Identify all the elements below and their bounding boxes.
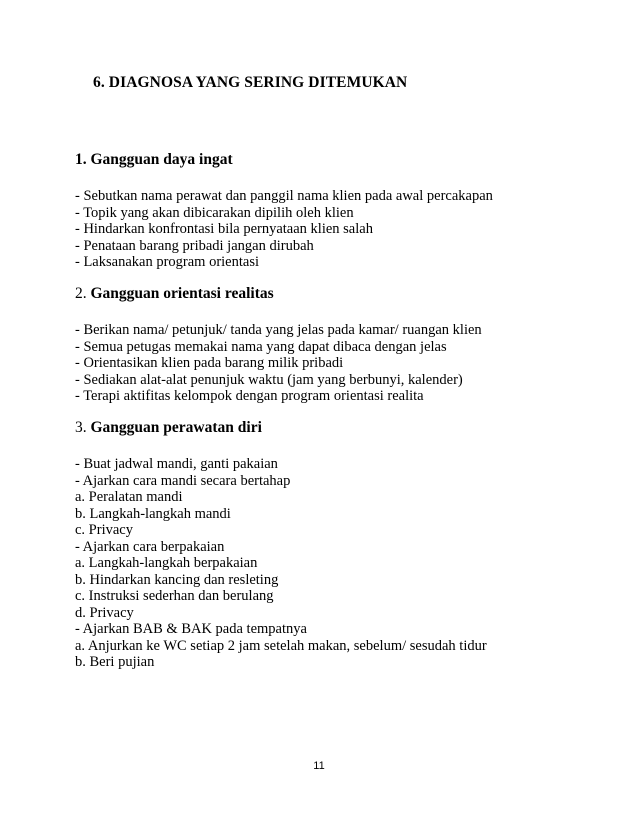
list-item: b. Langkah-langkah mandi (75, 505, 231, 522)
section-number: 1. (75, 151, 87, 168)
list-item: a. Anjurkan ke WC setiap 2 jam setelah makan, sebelum/ sesudah tidur (75, 637, 487, 654)
section-gangguan-orientasi-realitas (75, 284, 482, 405)
list-item: - Sediakan alat-alat penunjuk waktu (jam yang berbunyi, kalender) (75, 371, 463, 388)
list-item: - Topik yang akan dibicarakan dipilih oleh klien (75, 204, 354, 221)
list-item: - Ajarkan BAB & BAK pada tempatnya (75, 621, 307, 637)
item-list (75, 322, 482, 405)
list-item: - Ajarkan cara mandi secara bertahap (75, 472, 291, 489)
list-item: - Orientasikan klien pada barang milik pribadi (75, 355, 344, 371)
list-item: - Sebutkan nama perawat dan panggil nama klien pada awal percakapan (75, 188, 493, 204)
section-gangguan-perawatan-diri (75, 418, 487, 671)
list-item: b. Beri pujian (75, 654, 155, 670)
list-item: c. Instruksi sederhan dan berulang (75, 588, 274, 604)
list-item: a. Langkah-langkah berpakaian (75, 555, 258, 571)
list-item: c. Privacy (75, 522, 133, 538)
list-item: - Ajarkan cara berpakaian (75, 538, 225, 555)
page-number: 11 (313, 760, 325, 772)
list-item: - Semua petugas memakai nama yang dapat dibaca dengan jelas (75, 338, 447, 355)
section-number: 2. (75, 285, 87, 302)
section-number: 3. (75, 419, 87, 436)
section-heading: 6. DIAGNOSA YANG SERING DITEMUKAN (93, 74, 408, 91)
list-item: - Berikan nama/ petunjuk/ tanda yang jelas pada kamar/ ruangan klien (75, 322, 482, 338)
list-item: a. Peralatan mandi (75, 489, 183, 505)
section-title-text: Gangguan perawatan diri (90, 419, 262, 436)
section-gangguan-daya-ingat (75, 150, 493, 271)
list-item: d. Privacy (75, 604, 134, 621)
item-list (75, 456, 487, 671)
section-title (75, 284, 482, 304)
section-title (75, 418, 487, 438)
list-item: - Terapi aktifitas kelompok dengan program orientasi realita (75, 388, 424, 404)
list-item: b. Hindarkan kancing dan resleting (75, 571, 279, 588)
list-item: - Buat jadwal mandi, ganti pakaian (75, 456, 278, 472)
list-item: - Hindarkan konfrontasi bila pernyataan klien salah (75, 221, 373, 237)
section-title-text: Gangguan orientasi realitas (90, 285, 274, 302)
section-title-text: Gangguan daya ingat (90, 151, 233, 168)
list-item: - Penataan barang pribadi jangan dirubah (75, 237, 314, 254)
section-title (75, 150, 493, 170)
item-list (75, 188, 493, 271)
list-item: - Laksanakan program orientasi (75, 254, 259, 270)
